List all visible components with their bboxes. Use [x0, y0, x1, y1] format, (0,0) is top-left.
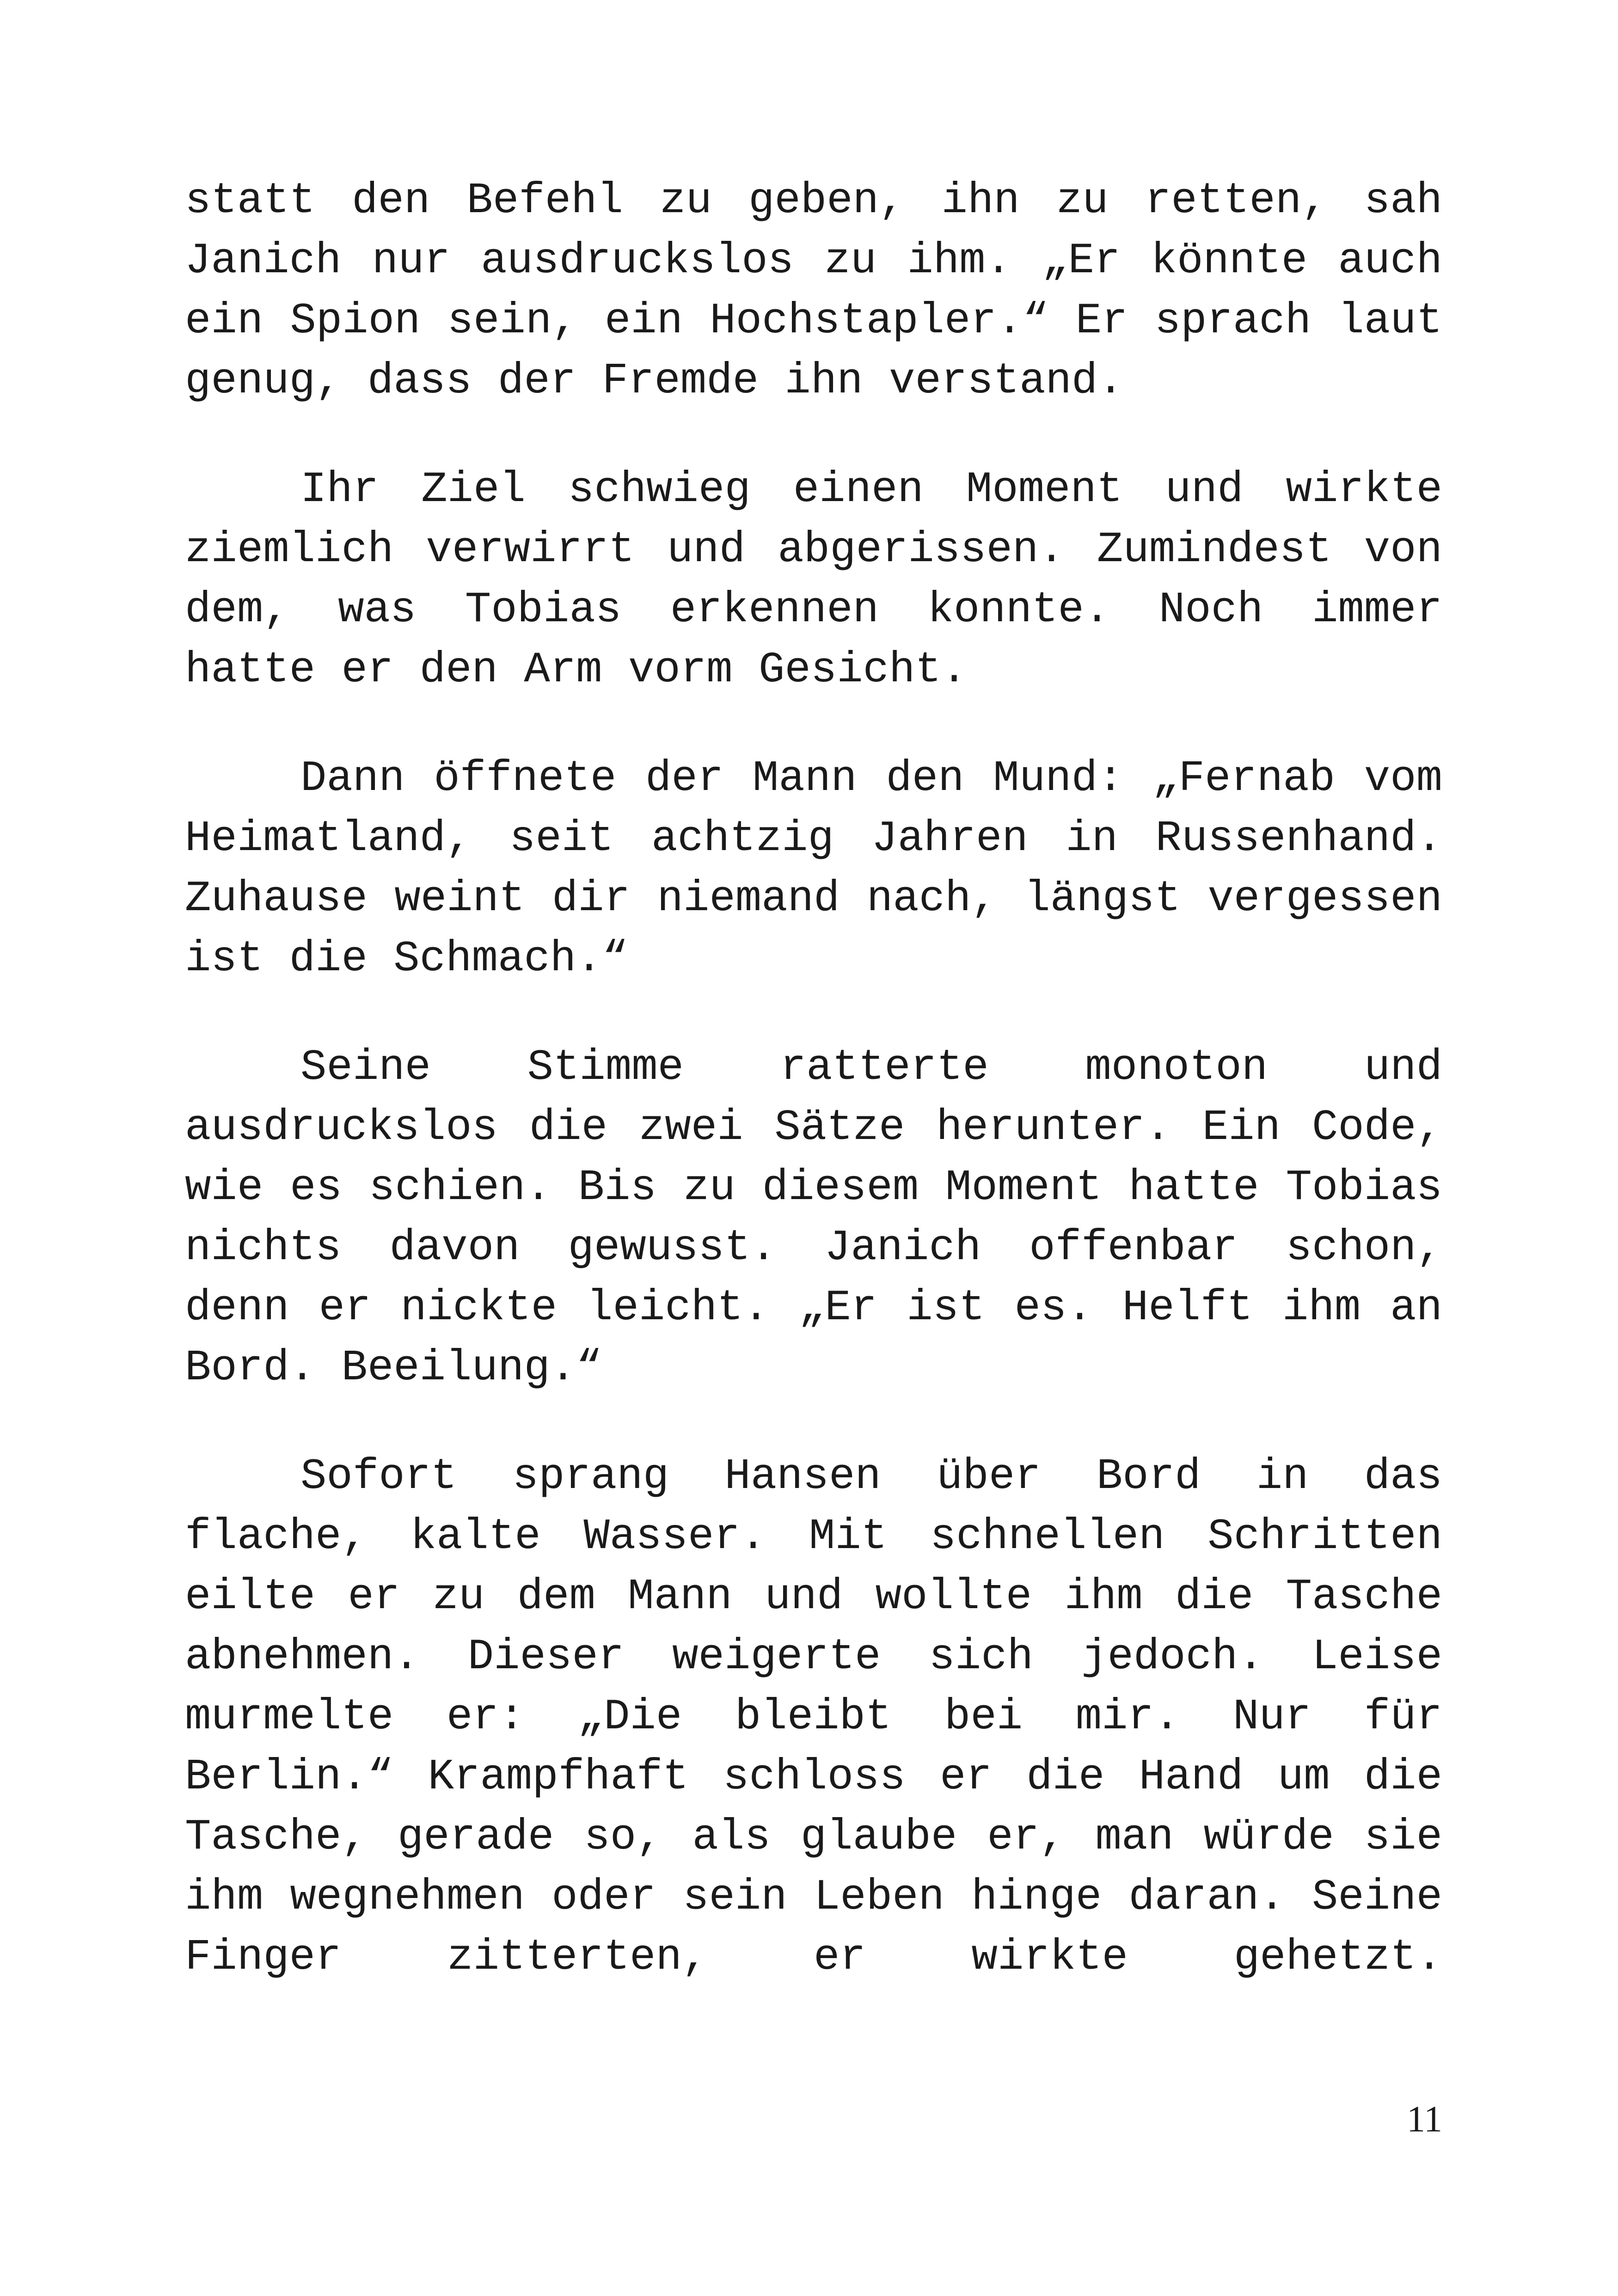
body-text: [185, 171, 1442, 2036]
paragraph-3: Dann öffnete der Mann den Mund: „Fernab vom Heimatland, seit achtzig Jahren in Russenhand. Zuhause weint dir niemand nach, längst vergessen ist die Schmach.“: [185, 754, 1442, 984]
paragraph-4: Seine Stimme ratterte monoton und ausdruckslos die zwei Sätze herunter. Ein Code, wie es schien. Bis zu diesem Moment hatte Tobias nichts davon gewusst. Janich offenbar schon, denn er nickte leicht. „Er ist es. Helft ihm an Bord. Beeilung.“: [185, 1043, 1442, 1393]
page-number: 11: [1406, 2099, 1442, 2140]
paragraph-5: Sofort sprang Hansen über Bord in das flache, kalte Wasser. Mit schnellen Schritten eilte er zu dem Mann und wollte ihm die Tasche abnehmen. Dieser weigerte sich jedoch. Leise murmelte er: „Die bleibt bei mir. Nur für Berlin.“ Krampfhaft schloss er die Hand um die Tasche, gerade so, als glaube er, man würde sie ihm wegnehmen oder sein Leben hinge daran. Seine Finger zitterten, er wirkte gehetzt.: [185, 1452, 1442, 1982]
paragraph-2: Ihr Ziel schwieg einen Moment und wirkte ziemlich verwirrt und abgerissen. Zumindest von dem, was Tobias erkennen konnte. Noch immer hatte er den Arm vorm Gesicht.: [185, 465, 1442, 695]
paragraph-1: statt den Befehl zu geben, ihn zu retten, sah Janich nur ausdruckslos zu ihm. „Er könnte auch ein Spion sein, ein Hochstapler.“ Er sprach laut genug, dass der Fremde ihn verstand.: [185, 177, 1442, 406]
